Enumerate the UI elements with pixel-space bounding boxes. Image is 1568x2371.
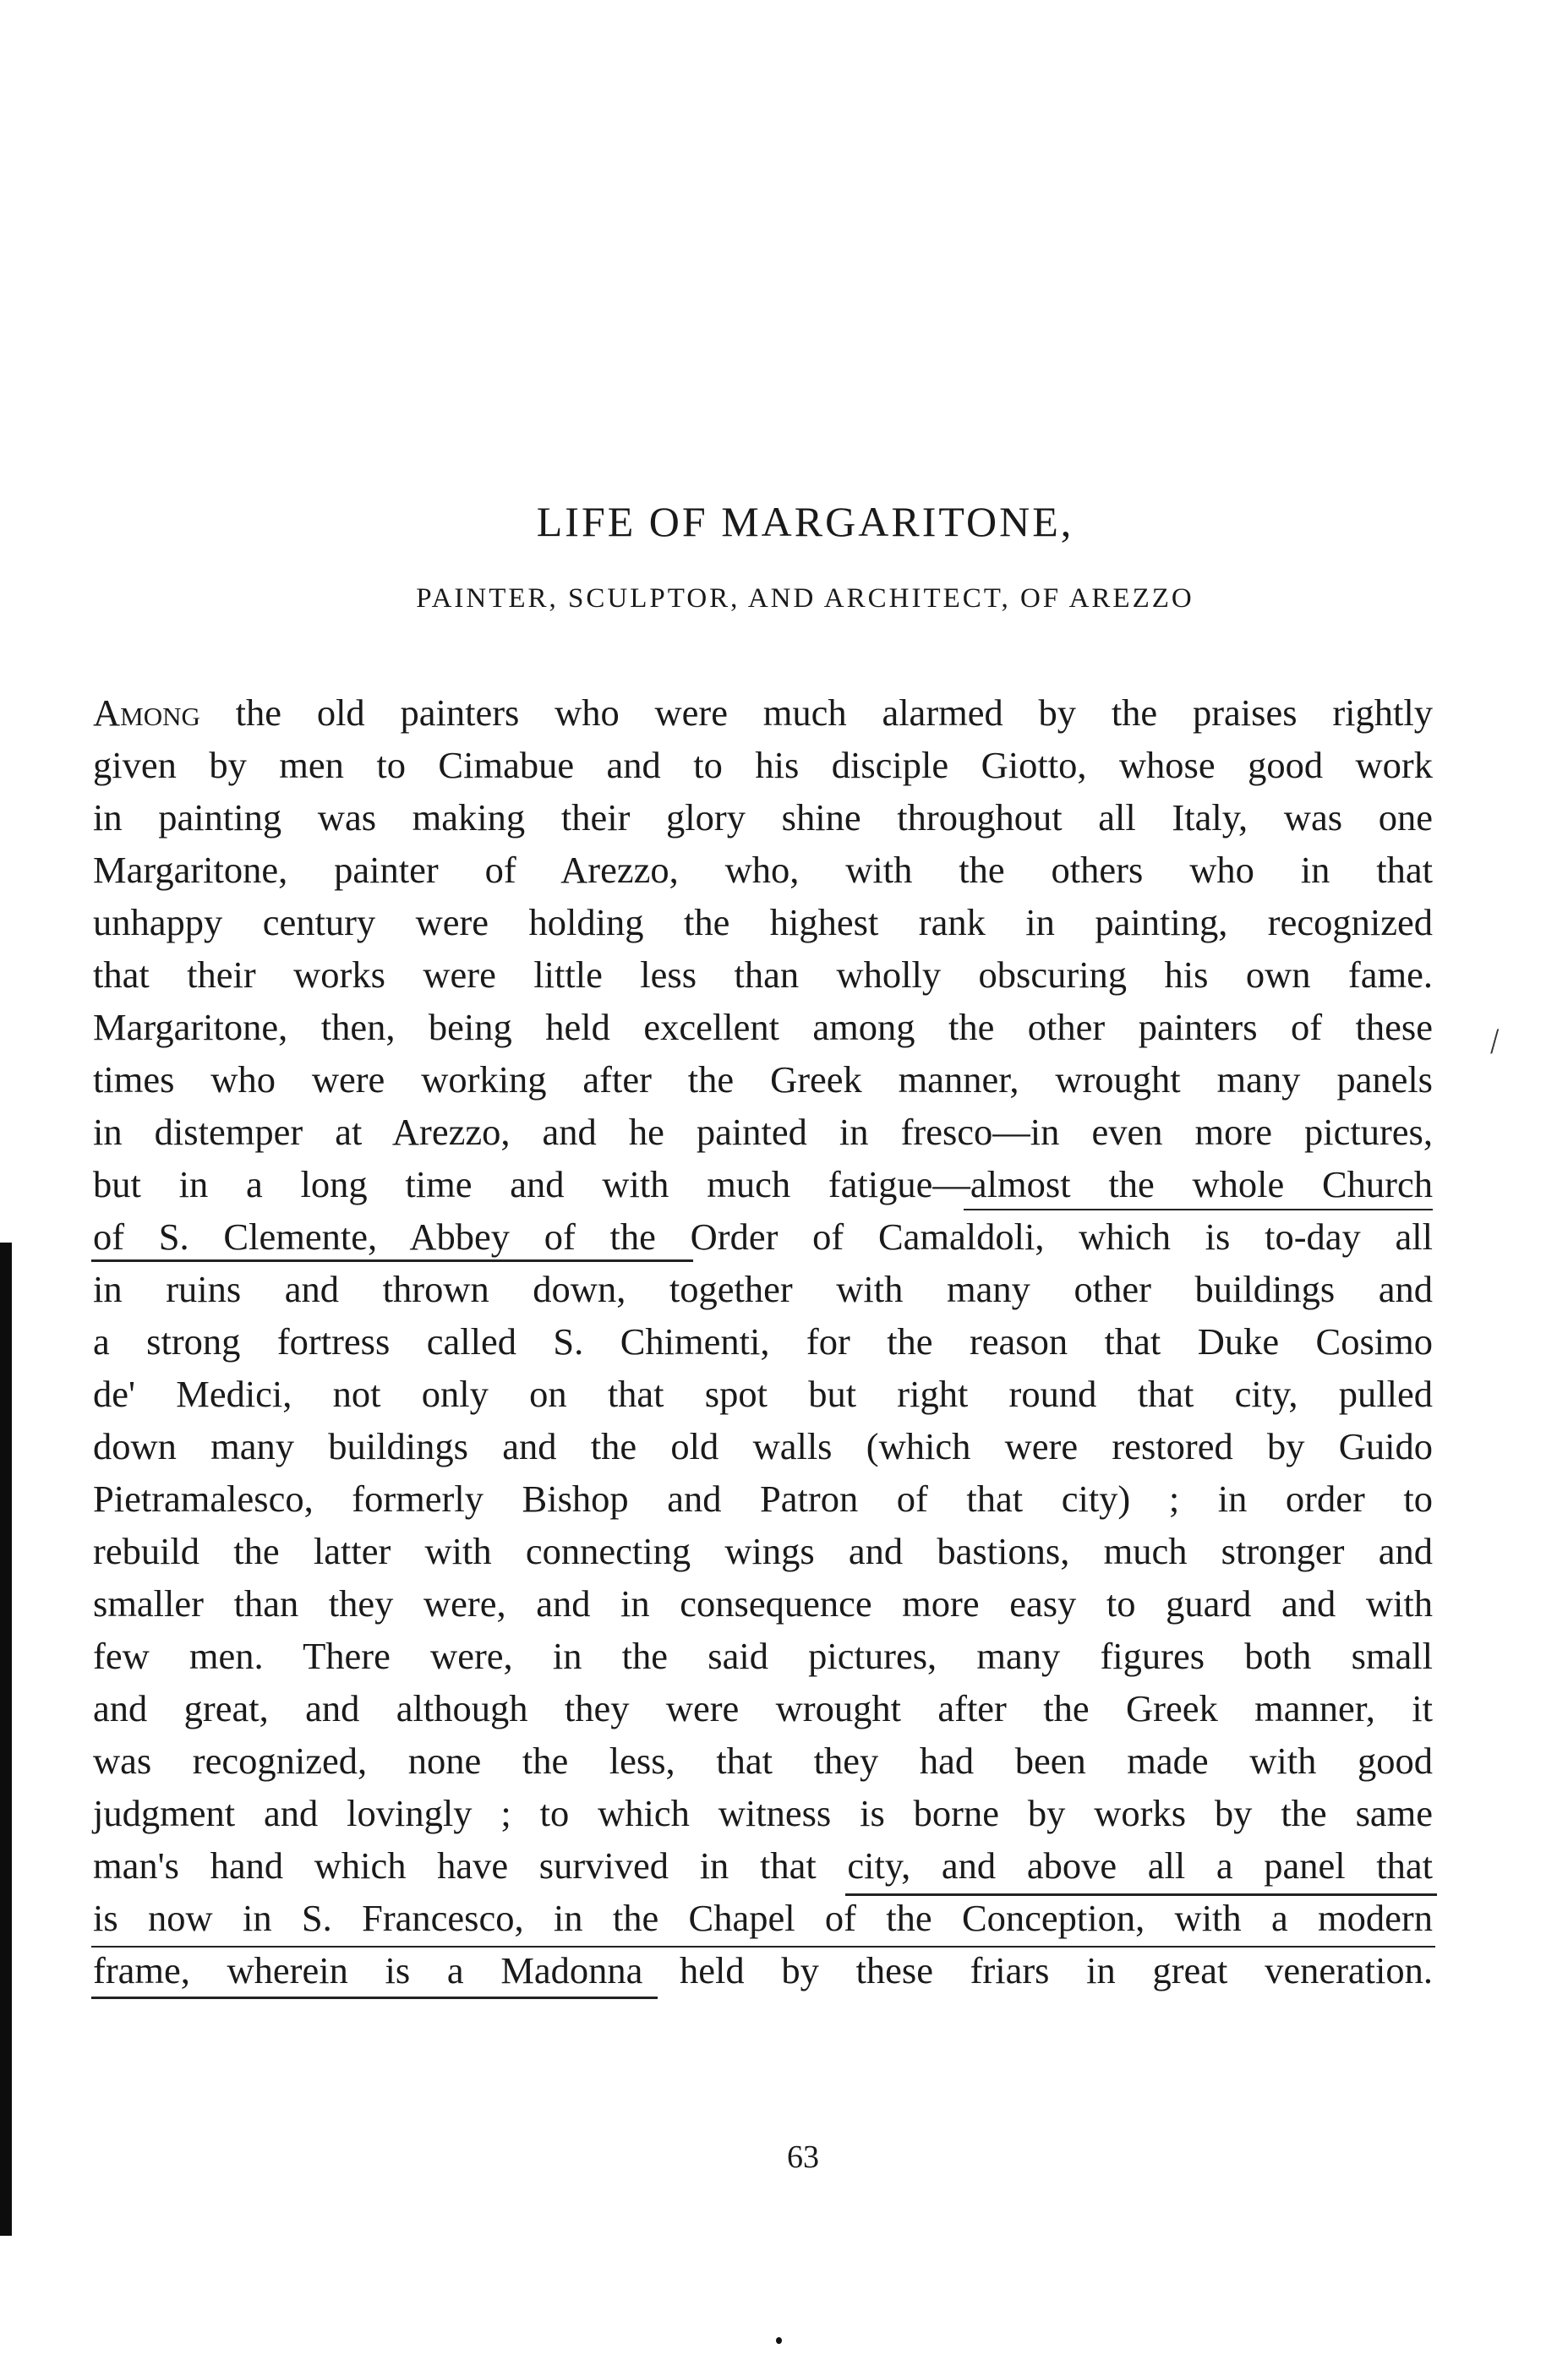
text-line-7: Margaritone, then, being held excellent among the other painters of these xyxy=(93,1006,1433,1048)
pencil-underline-3 xyxy=(845,1893,1437,1896)
text-line-1: Among the old painters who were much alarmed by the praises rightly xyxy=(93,691,1433,734)
pencil-underline-4 xyxy=(91,1946,1435,1948)
text-line-19: few men. There were, in the said pictures, many figures both small xyxy=(93,1635,1433,1677)
text-line-4: Margaritone, painter of Arezzo, who, with the others who in that xyxy=(93,849,1433,891)
text-line-22: judgment and lovingly ; to which witness is borne by works by the same xyxy=(93,1792,1433,1834)
text-line-23: man's hand which have survived in that city, and above all a panel that xyxy=(93,1844,1433,1887)
text-line-18: smaller than they were, and in consequence more easy to guard and with xyxy=(93,1582,1433,1625)
text-line-6: that their works were little less than wholly obscuring his own fame. xyxy=(93,953,1433,996)
text-line-20: and great, and although they were wrought after the Greek manner, it xyxy=(93,1687,1433,1729)
text-line-10: but in a long time and with much fatigue—almost the whole Church xyxy=(93,1163,1433,1205)
text-line-12: in ruins and thrown down, together with many other buildings and xyxy=(93,1268,1433,1310)
text-line-2: given by men to Cimabue and to his disciple Giotto, whose good work xyxy=(93,744,1433,786)
page-number: 63 xyxy=(787,2139,819,2175)
marginal-pencil-mark: / xyxy=(1485,1021,1503,1061)
text-line-24: is now in S. Francesco, in the Chapel of the Conception, with a modern xyxy=(93,1897,1433,1939)
text-line-15: down many buildings and the old walls (which were restored by Guido xyxy=(93,1425,1433,1467)
pencil-underline-2 xyxy=(91,1259,693,1262)
binding-shadow xyxy=(0,1243,12,2236)
drop-word: Among xyxy=(93,691,200,734)
text-line-17: rebuild the latter with connecting wings and bastions, much stronger and xyxy=(93,1530,1433,1572)
text-line-13: a strong fortress called S. Chimenti, for the reason that Duke Cosimo xyxy=(93,1320,1433,1363)
text-line-16: Pietramalesco, formerly Bishop and Patron of that city) ; in order to xyxy=(93,1478,1433,1520)
scan-speck xyxy=(776,2337,782,2344)
body-paragraph xyxy=(93,686,1433,1997)
text-line-3: in painting was making their glory shine throughout all Italy, was one xyxy=(93,796,1433,839)
chapter-title: LIFE OF MARGARITONE, xyxy=(536,498,1074,545)
text-line-25: frame, wherein is a Madonna held by these friars in great veneration. xyxy=(93,1949,1433,1991)
text-line-11: of S. Clemente, Abbey of the Order of Camaldoli, which is to-day all xyxy=(93,1216,1433,1258)
text-line-14: de' Medici, not only on that spot but right round that city, pulled xyxy=(93,1373,1433,1415)
pencil-underline-5 xyxy=(91,1997,658,1999)
text-line-8: times who were working after the Greek manner, wrought many panels xyxy=(93,1058,1433,1101)
chapter-subtitle: PAINTER, SCULPTOR, AND ARCHITECT, OF AREZZO xyxy=(416,583,1194,614)
text-line-21: was recognized, none the less, that they had been made with good xyxy=(93,1740,1433,1782)
pencil-underline-1 xyxy=(964,1209,1433,1210)
text-line-5: unhappy century were holding the highest rank in painting, recognized xyxy=(93,901,1433,943)
text-line-9: in distemper at Arezzo, and he painted in fresco—in even more pictures, xyxy=(93,1111,1433,1153)
